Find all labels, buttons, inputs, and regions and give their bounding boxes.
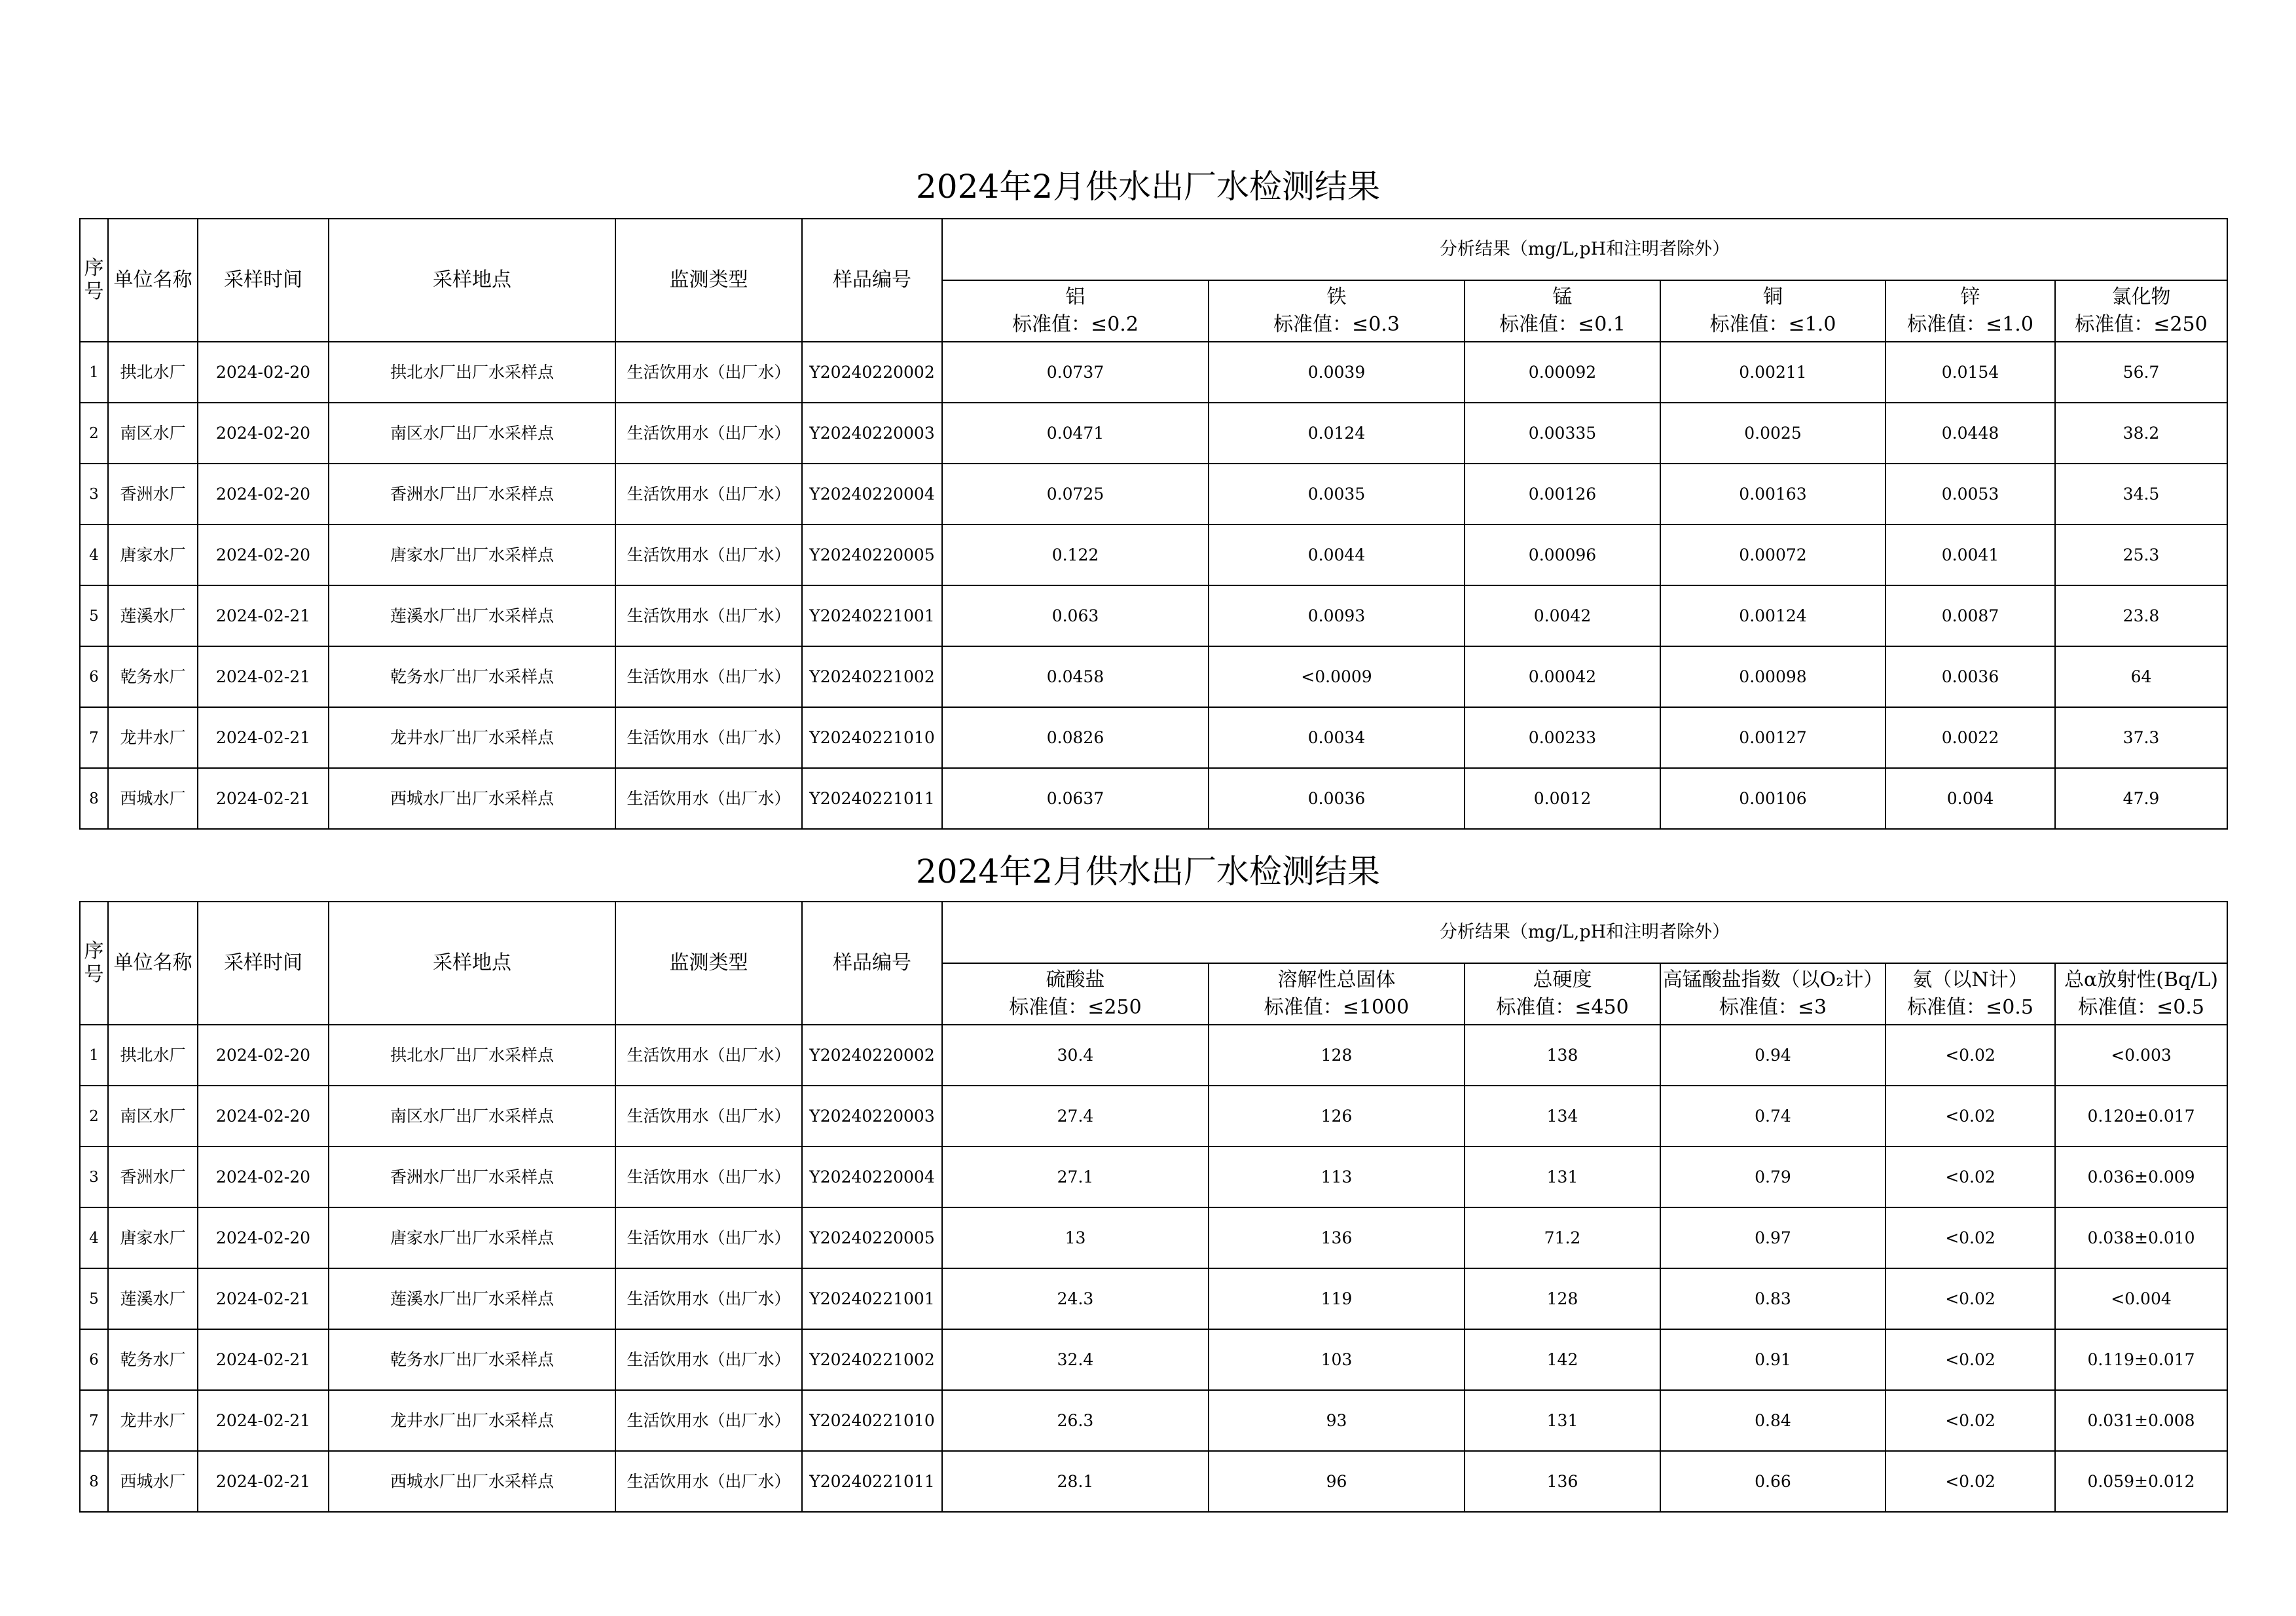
cell-value: 136 (1209, 1207, 1465, 1268)
cell-type: 生活饮用水（出厂水） (615, 524, 802, 585)
param-name: 锌 (1960, 285, 1980, 308)
cell-value: <0.004 (2055, 1268, 2227, 1329)
cell-value: 71.2 (1465, 1207, 1660, 1268)
cell-value: 0.120±0.017 (2055, 1086, 2227, 1147)
cell-value: 0.00072 (1660, 524, 1886, 585)
cell-type: 生活饮用水（出厂水） (615, 707, 802, 768)
param-name: 总硬度 (1533, 968, 1592, 991)
cell-type: 生活饮用水（出厂水） (615, 1207, 802, 1268)
cell-site: 龙井水厂出厂水采样点 (329, 707, 615, 768)
cell-site: 南区水厂出厂水采样点 (329, 403, 615, 464)
cell-value: 119 (1209, 1268, 1465, 1329)
cell-value: 0.0737 (942, 342, 1209, 403)
param-standard: 标准值：≤450 (1496, 996, 1629, 1019)
cell-type: 生活饮用水（出厂水） (615, 1147, 802, 1207)
cell-value: 0.0042 (1465, 585, 1660, 646)
cell-sample: Y20240220005 (802, 1207, 942, 1268)
param-standard: 标准值：≤1000 (1264, 996, 1410, 1019)
table-row (80, 1451, 2227, 1512)
cell-value: 27.1 (942, 1147, 1209, 1207)
cell-value: 0.74 (1660, 1086, 1886, 1147)
cell-type: 生活饮用水（出厂水） (615, 1268, 802, 1329)
cell-seq: 7 (80, 1390, 108, 1451)
cell-unit: 莲溪水厂 (108, 1268, 198, 1329)
param-name: 锰 (1552, 285, 1573, 308)
param-name: 总α放射性(Bq/L) (2064, 968, 2218, 991)
cell-type: 生活饮用水（出厂水） (615, 464, 802, 524)
cell-seq: 6 (80, 1329, 108, 1390)
cell-value: 136 (1465, 1451, 1660, 1512)
cell-type: 生活饮用水（出厂水） (615, 342, 802, 403)
cell-unit: 龙井水厂 (108, 707, 198, 768)
cell-sample: Y20240220003 (802, 403, 942, 464)
cell-site: 乾务水厂出厂水采样点 (329, 646, 615, 707)
param-name: 铝 (1065, 285, 1085, 308)
cell-value: <0.02 (1886, 1268, 2055, 1329)
header-param (1660, 963, 1886, 1025)
param-name: 氨（以N计） (1912, 968, 2028, 991)
cell-site: 南区水厂出厂水采样点 (329, 1086, 615, 1147)
cell-value: 23.8 (2055, 585, 2227, 646)
cell-value: 0.031±0.008 (2055, 1390, 2227, 1451)
cell-seq: 2 (80, 403, 108, 464)
cell-seq: 7 (80, 707, 108, 768)
cell-time: 2024-02-20 (198, 342, 329, 403)
cell-unit: 乾务水厂 (108, 1329, 198, 1390)
cell-sample: Y20240221002 (802, 646, 942, 707)
param-standard: 标准值：≤0.5 (2078, 996, 2204, 1019)
cell-value: 0.00092 (1465, 342, 1660, 403)
cell-value: 0.00096 (1465, 524, 1660, 585)
cell-type: 生活饮用水（出厂水） (615, 1086, 802, 1147)
cell-value: 37.3 (2055, 707, 2227, 768)
cell-time: 2024-02-21 (198, 768, 329, 829)
cell-unit: 南区水厂 (108, 403, 198, 464)
cell-value: 0.0154 (1886, 342, 2055, 403)
cell-value: 0.0053 (1886, 464, 2055, 524)
cell-sample: Y20240221001 (802, 1268, 942, 1329)
header-seq: 序号 (80, 902, 108, 1025)
cell-sample: Y20240220004 (802, 1147, 942, 1207)
table-1-title: 2024年2月供水出厂水检测结果 (915, 168, 1381, 206)
cell-value: 0.0087 (1886, 585, 2055, 646)
cell-value: 25.3 (2055, 524, 2227, 585)
cell-seq: 4 (80, 524, 108, 585)
header-analysis-group: 分析结果（mg/L,pH和注明者除外） (942, 219, 2227, 280)
header-unit: 单位名称 (108, 219, 198, 342)
results-table-2 (79, 901, 2228, 1513)
header-param (1886, 280, 2055, 342)
cell-value: 0.0036 (1886, 646, 2055, 707)
cell-value: <0.02 (1886, 1147, 2055, 1207)
cell-value: 0.79 (1660, 1147, 1886, 1207)
cell-unit: 拱北水厂 (108, 1025, 198, 1086)
cell-site: 龙井水厂出厂水采样点 (329, 1390, 615, 1451)
cell-value: 0.0039 (1209, 342, 1465, 403)
cell-time: 2024-02-21 (198, 707, 329, 768)
param-standard: 标准值：≤3 (1719, 996, 1827, 1019)
cell-seq: 2 (80, 1086, 108, 1147)
cell-value: 131 (1465, 1147, 1660, 1207)
table-row (80, 1207, 2227, 1268)
table-row (80, 403, 2227, 464)
cell-sample: Y20240220004 (802, 464, 942, 524)
cell-value: 0.91 (1660, 1329, 1886, 1390)
cell-value: 131 (1465, 1390, 1660, 1451)
cell-type: 生活饮用水（出厂水） (615, 1025, 802, 1086)
cell-seq: 3 (80, 1147, 108, 1207)
cell-value: 0.0036 (1209, 768, 1465, 829)
cell-value: 24.3 (942, 1268, 1209, 1329)
cell-unit: 西城水厂 (108, 1451, 198, 1512)
cell-value: 27.4 (942, 1086, 1209, 1147)
cell-value: 93 (1209, 1390, 1465, 1451)
cell-unit: 南区水厂 (108, 1086, 198, 1147)
param-name: 氯化物 (2111, 285, 2171, 308)
param-standard: 标准值：≤0.2 (1012, 313, 1139, 336)
cell-sample: Y20240221002 (802, 1329, 942, 1390)
cell-unit: 龙井水厂 (108, 1390, 198, 1451)
cell-value: 0.0448 (1886, 403, 2055, 464)
cell-time: 2024-02-21 (198, 1268, 329, 1329)
cell-time: 2024-02-20 (198, 1025, 329, 1086)
cell-type: 生活饮用水（出厂水） (615, 1390, 802, 1451)
cell-time: 2024-02-21 (198, 1390, 329, 1451)
cell-value: 0.063 (942, 585, 1209, 646)
cell-time: 2024-02-21 (198, 1329, 329, 1390)
header-type: 监测类型 (615, 219, 802, 342)
cell-site: 乾务水厂出厂水采样点 (329, 1329, 615, 1390)
cell-value: 126 (1209, 1086, 1465, 1147)
header-type: 监测类型 (615, 902, 802, 1025)
header-param (1209, 963, 1465, 1025)
cell-sample: Y20240220005 (802, 524, 942, 585)
header-seq: 序号 (80, 219, 108, 342)
cell-value: <0.0009 (1209, 646, 1465, 707)
param-standard: 标准值：≤250 (1009, 996, 1142, 1019)
cell-value: 0.036±0.009 (2055, 1147, 2227, 1207)
cell-seq: 8 (80, 768, 108, 829)
table-row (80, 1025, 2227, 1086)
param-name: 硫酸盐 (1046, 968, 1105, 991)
cell-seq: 4 (80, 1207, 108, 1268)
cell-time: 2024-02-20 (198, 1147, 329, 1207)
cell-value: 0.00124 (1660, 585, 1886, 646)
cell-sample: Y20240220002 (802, 1025, 942, 1086)
cell-type: 生活饮用水（出厂水） (615, 768, 802, 829)
cell-value: 38.2 (2055, 403, 2227, 464)
cell-value: 0.0458 (942, 646, 1209, 707)
cell-unit: 西城水厂 (108, 768, 198, 829)
table-row (80, 768, 2227, 829)
cell-type: 生活饮用水（出厂水） (615, 1329, 802, 1390)
cell-sample: Y20240221010 (802, 707, 942, 768)
cell-seq: 1 (80, 342, 108, 403)
cell-value: 0.84 (1660, 1390, 1886, 1451)
header-param (1660, 280, 1886, 342)
header-analysis-group: 分析结果（mg/L,pH和注明者除外） (942, 902, 2227, 963)
table-row (80, 524, 2227, 585)
header-unit: 单位名称 (108, 902, 198, 1025)
cell-unit: 香洲水厂 (108, 1147, 198, 1207)
cell-value: 13 (942, 1207, 1209, 1268)
cell-site: 莲溪水厂出厂水采样点 (329, 585, 615, 646)
param-standard: 标准值：≤0.3 (1273, 313, 1400, 336)
param-name: 溶解性总固体 (1277, 968, 1396, 991)
cell-sample: Y20240221011 (802, 1451, 942, 1512)
cell-unit: 唐家水厂 (108, 524, 198, 585)
cell-unit: 乾务水厂 (108, 646, 198, 707)
cell-value: 0.0022 (1886, 707, 2055, 768)
cell-value: 0.97 (1660, 1207, 1886, 1268)
cell-value: 0.004 (1886, 768, 2055, 829)
cell-type: 生活饮用水（出厂水） (615, 1451, 802, 1512)
table-row (80, 1268, 2227, 1329)
cell-value: 0.83 (1660, 1268, 1886, 1329)
cell-site: 唐家水厂出厂水采样点 (329, 524, 615, 585)
cell-value: 0.00127 (1660, 707, 1886, 768)
cell-unit: 拱北水厂 (108, 342, 198, 403)
cell-time: 2024-02-20 (198, 524, 329, 585)
table-row (80, 464, 2227, 524)
cell-value: 28.1 (942, 1451, 1209, 1512)
table-row (80, 707, 2227, 768)
header-param (2055, 280, 2227, 342)
table-row (80, 646, 2227, 707)
param-standard: 标准值：≤250 (2075, 313, 2208, 336)
header-time: 采样时间 (198, 219, 329, 342)
cell-seq: 6 (80, 646, 108, 707)
cell-value: 0.00106 (1660, 768, 1886, 829)
cell-time: 2024-02-21 (198, 1451, 329, 1512)
param-standard: 标准值：≤0.1 (1499, 313, 1626, 336)
cell-value: <0.02 (1886, 1025, 2055, 1086)
cell-value: 0.0041 (1886, 524, 2055, 585)
cell-value: 0.0012 (1465, 768, 1660, 829)
header-sample: 样品编号 (802, 902, 942, 1025)
cell-value: <0.02 (1886, 1451, 2055, 1512)
cell-value: 0.059±0.012 (2055, 1451, 2227, 1512)
cell-value: 113 (1209, 1147, 1465, 1207)
table-row (80, 342, 2227, 403)
header-param (942, 280, 1209, 342)
cell-site: 西城水厂出厂水采样点 (329, 768, 615, 829)
table-row (80, 1329, 2227, 1390)
header-param (1209, 280, 1465, 342)
cell-value: 0.0093 (1209, 585, 1465, 646)
cell-unit: 唐家水厂 (108, 1207, 198, 1268)
cell-value: 103 (1209, 1329, 1465, 1390)
cell-value: 0.00098 (1660, 646, 1886, 707)
table-row (80, 585, 2227, 646)
cell-value: 0.00211 (1660, 342, 1886, 403)
table-2-title: 2024年2月供水出厂水检测结果 (915, 853, 1381, 891)
param-standard: 标准值：≤1.0 (1907, 313, 2033, 336)
header-param (1465, 963, 1660, 1025)
cell-value: 26.3 (942, 1390, 1209, 1451)
header-param (1886, 963, 2055, 1025)
cell-value: <0.02 (1886, 1329, 2055, 1390)
cell-value: 128 (1209, 1025, 1465, 1086)
cell-unit: 香洲水厂 (108, 464, 198, 524)
cell-value: <0.02 (1886, 1086, 2055, 1147)
table-2-body (80, 1025, 2227, 1512)
cell-value: 0.94 (1660, 1025, 1886, 1086)
cell-sample: Y20240221001 (802, 585, 942, 646)
cell-value: 142 (1465, 1329, 1660, 1390)
cell-seq: 5 (80, 1268, 108, 1329)
cell-value: 0.0124 (1209, 403, 1465, 464)
cell-value: 32.4 (942, 1329, 1209, 1390)
cell-type: 生活饮用水（出厂水） (615, 646, 802, 707)
cell-value: 128 (1465, 1268, 1660, 1329)
results-table-1 (79, 218, 2228, 830)
cell-value: 0.00335 (1465, 403, 1660, 464)
param-name: 铜 (1763, 285, 1783, 308)
cell-value: 96 (1209, 1451, 1465, 1512)
cell-site: 唐家水厂出厂水采样点 (329, 1207, 615, 1268)
cell-value: 0.0826 (942, 707, 1209, 768)
param-standard: 标准值：≤1.0 (1709, 313, 1836, 336)
cell-time: 2024-02-20 (198, 1086, 329, 1147)
header-sample: 样品编号 (802, 219, 942, 342)
cell-site: 拱北水厂出厂水采样点 (329, 342, 615, 403)
cell-sample: Y20240220003 (802, 1086, 942, 1147)
table-row (80, 1390, 2227, 1451)
table-row (80, 1147, 2227, 1207)
cell-time: 2024-02-21 (198, 646, 329, 707)
cell-value: 0.00163 (1660, 464, 1886, 524)
param-name: 铁 (1326, 285, 1347, 308)
cell-time: 2024-02-20 (198, 1207, 329, 1268)
header-param (942, 963, 1209, 1025)
cell-value: <0.003 (2055, 1025, 2227, 1086)
cell-value: 0.00233 (1465, 707, 1660, 768)
header-site: 采样地点 (329, 902, 615, 1025)
table-1-body (80, 342, 2227, 829)
cell-value: 0.0471 (942, 403, 1209, 464)
cell-value: 0.0725 (942, 464, 1209, 524)
cell-value: 30.4 (942, 1025, 1209, 1086)
cell-value: 0.0035 (1209, 464, 1465, 524)
cell-value: 0.66 (1660, 1451, 1886, 1512)
cell-site: 香洲水厂出厂水采样点 (329, 1147, 615, 1207)
cell-time: 2024-02-20 (198, 464, 329, 524)
cell-value: 138 (1465, 1025, 1660, 1086)
cell-sample: Y20240221011 (802, 768, 942, 829)
cell-site: 拱北水厂出厂水采样点 (329, 1025, 615, 1086)
param-standard: 标准值：≤0.5 (1907, 996, 2033, 1019)
cell-type: 生活饮用水（出厂水） (615, 403, 802, 464)
header-time: 采样时间 (198, 902, 329, 1025)
cell-value: 0.0637 (942, 768, 1209, 829)
cell-value: 0.0034 (1209, 707, 1465, 768)
cell-value: <0.02 (1886, 1207, 2055, 1268)
cell-value: 34.5 (2055, 464, 2227, 524)
cell-time: 2024-02-21 (198, 585, 329, 646)
cell-sample: Y20240220002 (802, 342, 942, 403)
cell-value: <0.02 (1886, 1390, 2055, 1451)
cell-unit: 莲溪水厂 (108, 585, 198, 646)
header-param (2055, 963, 2227, 1025)
cell-site: 西城水厂出厂水采样点 (329, 1451, 615, 1512)
cell-seq: 3 (80, 464, 108, 524)
cell-value: 56.7 (2055, 342, 2227, 403)
cell-time: 2024-02-20 (198, 403, 329, 464)
cell-value: 47.9 (2055, 768, 2227, 829)
param-name: 高锰酸盐指数（以O₂计） (1662, 968, 1884, 991)
cell-value: 64 (2055, 646, 2227, 707)
cell-value: 0.119±0.017 (2055, 1329, 2227, 1390)
cell-value: 134 (1465, 1086, 1660, 1147)
table-row (80, 1086, 2227, 1147)
cell-site: 香洲水厂出厂水采样点 (329, 464, 615, 524)
cell-type: 生活饮用水（出厂水） (615, 585, 802, 646)
cell-sample: Y20240221010 (802, 1390, 942, 1451)
cell-value: 0.00042 (1465, 646, 1660, 707)
cell-seq: 1 (80, 1025, 108, 1086)
cell-value: 0.0025 (1660, 403, 1886, 464)
cell-seq: 5 (80, 585, 108, 646)
cell-seq: 8 (80, 1451, 108, 1512)
cell-value: 0.0044 (1209, 524, 1465, 585)
cell-site: 莲溪水厂出厂水采样点 (329, 1268, 615, 1329)
header-param (1465, 280, 1660, 342)
header-site: 采样地点 (329, 219, 615, 342)
cell-value: 0.038±0.010 (2055, 1207, 2227, 1268)
cell-value: 0.122 (942, 524, 1209, 585)
cell-value: 0.00126 (1465, 464, 1660, 524)
